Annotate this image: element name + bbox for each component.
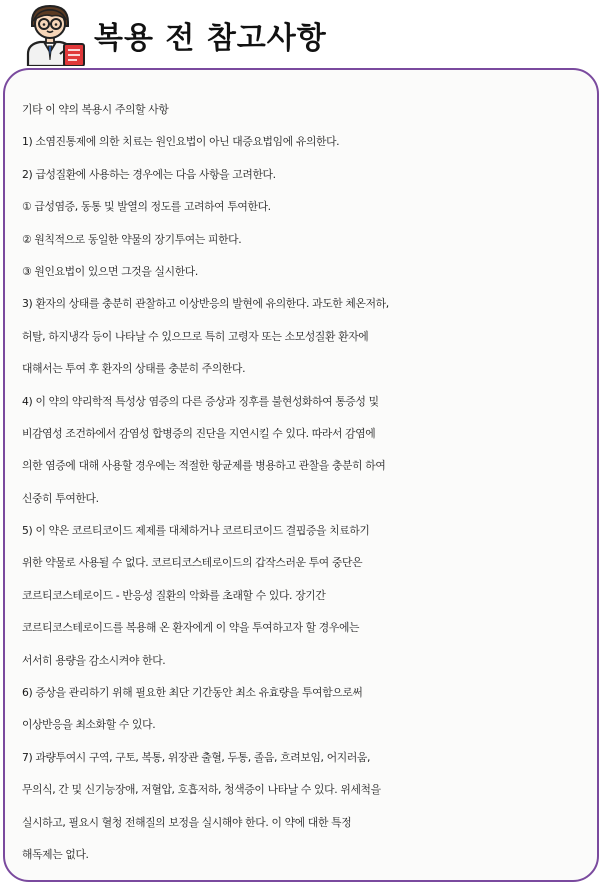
text-line: 6) 증상을 관리하기 위해 필요한 최단 기간동안 최소 유효량을 투여함으로써: [22, 686, 363, 700]
text-line: 2) 급성질환에 사용하는 경우에는 다음 사항을 고려한다.: [22, 167, 276, 181]
notes-card: [3, 68, 599, 882]
text-line: 코르티코스테로이드를 복용해 온 환자에게 이 약을 투여하고자 할 경우에는: [22, 621, 360, 635]
text-line: 위한 약물로 사용될 수 없다. 코르티코스테로이드의 갑작스러운 투여 중단은: [22, 556, 363, 570]
text-line: 이상반응을 최소화할 수 있다.: [22, 718, 156, 732]
text-line: 대해서는 투여 후 환자의 상태를 충분히 주의한다.: [22, 362, 246, 376]
notes-text: [22, 94, 591, 871]
text-line: ③ 원인요법이 있으면 그것을 실시한다.: [22, 264, 198, 278]
text-line: 기타 이 약의 복용시 주의할 사항: [22, 103, 169, 116]
text-line: 서서히 용량을 감소시켜야 한다.: [22, 653, 166, 667]
text-line: 허탈, 하지냉각 등이 나타날 수 있으므로 특히 고령자 또는 소모성질환 환자에: [22, 329, 369, 343]
text-line: 무의식, 간 및 신기능장애, 저혈압, 호흡저하, 청색증이 나타날 수 있다. 위세척을: [22, 783, 381, 797]
header: [22, 2, 327, 66]
text-line: 실시하고, 필요시 혈청 전해질의 보정을 실시해야 한다. 이 약에 대한 특정: [22, 815, 352, 829]
text-line: 5) 이 약은 코르티코이드 제제를 대체하거나 코르티코이드 결핍증을 치료하기: [22, 524, 370, 538]
text-line: 4) 이 약의 약리학적 특성상 염증의 다른 증상과 징후를 불현성화하여 통증성 및: [22, 394, 379, 408]
text-line: 1) 소염진통제에 의한 치료는 원인요법이 아닌 대증요법임에 유의한다.: [22, 135, 340, 149]
text-line: 의한 염증에 대해 사용할 경우에는 적절한 항균제를 병용하고 관찰을 충분히 하여: [22, 459, 386, 473]
text-line: 비감염성 조건하에서 감염성 합병증의 진단을 지연시킬 수 있다. 따라서 감염에: [22, 426, 376, 440]
page-title: 복용 전 참고사항: [94, 21, 327, 56]
text-line: 신중히 투여한다.: [22, 491, 99, 505]
text-line: 해독제는 없다.: [22, 847, 89, 861]
pharmacist-reading-icon: [22, 2, 88, 66]
text-line: 3) 환자의 상태를 충분히 관찰하고 이상반응의 발현에 유의한다. 과도한 체온저하,: [22, 297, 389, 311]
text-line: ② 원칙적으로 동일한 약물의 장기투여는 피한다.: [22, 232, 242, 246]
text-line: 7) 과량투여시 구역, 구토, 복통, 위장관 출혈, 두통, 졸음, 흐려보임, 어지러움,: [22, 750, 371, 764]
text-line: ① 급성염증, 동통 및 발열의 정도를 고려하여 투여한다.: [22, 200, 271, 214]
text-line: 코르티코스테로이드 - 반응성 질환의 악화를 초래할 수 있다. 장기간: [22, 588, 326, 602]
